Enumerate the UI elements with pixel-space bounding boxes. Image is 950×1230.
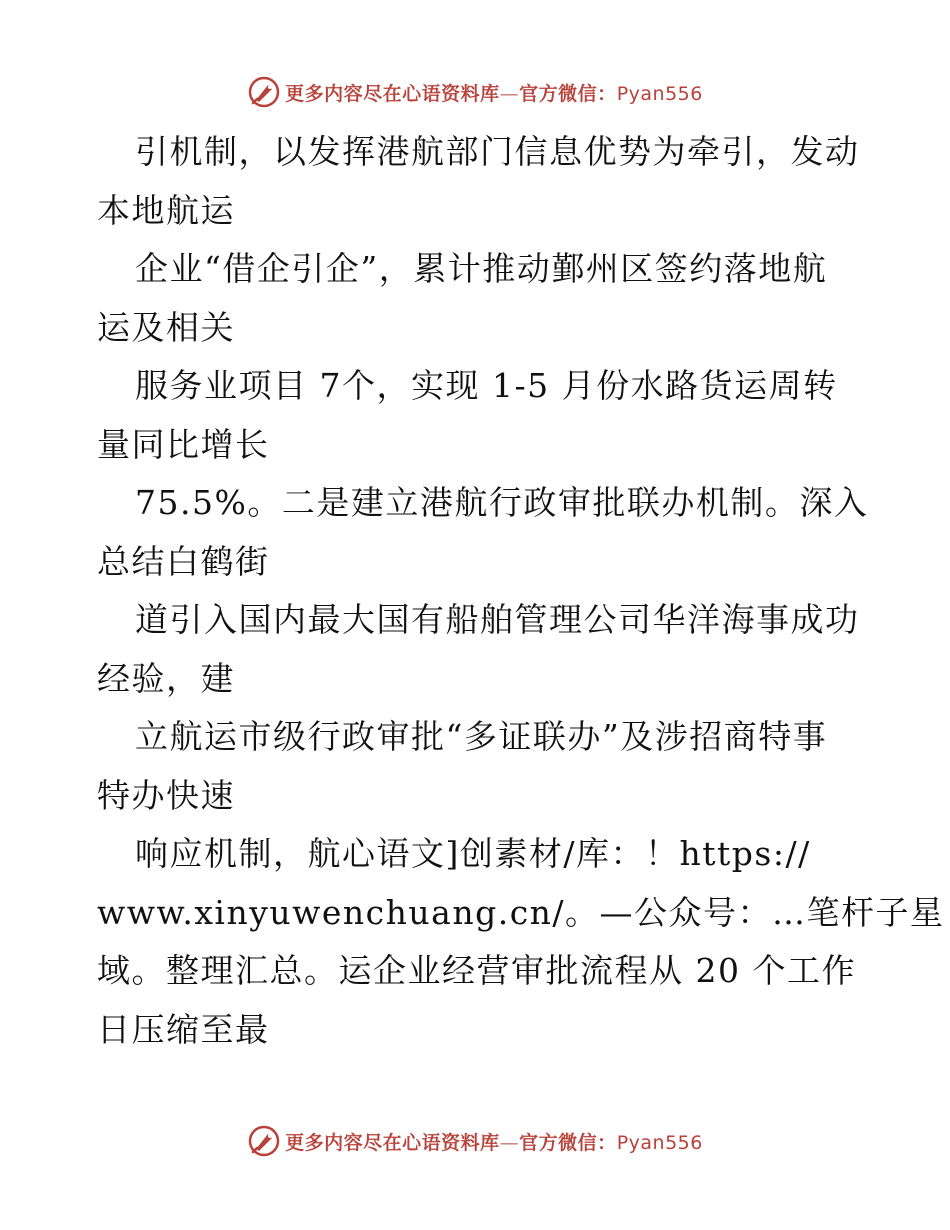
- body-line: 域。整理汇总。运企业经营审批流程从 20 个工作: [97, 951, 856, 990]
- body-line: 日压缩至最: [97, 1009, 270, 1049]
- body-line: 特办快速: [97, 775, 235, 815]
- body-line: www.xinyuwenchuang.cn/。—公众号：…笔杆子星: [97, 892, 945, 932]
- watermark-text: [285, 79, 703, 106]
- watermark-wechat-id: Pyan556: [616, 82, 703, 105]
- body-line: 75.5%。二是建立港航行政审批联办机制。深入: [135, 483, 869, 522]
- pen-nib-logo-icon: [247, 75, 281, 109]
- watermark-separator: —: [499, 1131, 520, 1154]
- body-line: 量同比增长: [97, 424, 270, 464]
- body-line: 运及相关: [97, 307, 235, 347]
- watermark-wechat-id: Pyan556: [616, 1131, 703, 1154]
- document-body: [97, 123, 945, 1059]
- pen-nib-logo-icon: [247, 1124, 281, 1158]
- footer-watermark: [0, 1121, 950, 1161]
- body-line: 道引入国内最大国有船舶管理公司华洋海事成功: [135, 600, 860, 639]
- watermark-text: [285, 1128, 703, 1155]
- body-line: 引机制，以发挥港航部门信息优势为牵引，发动: [135, 132, 860, 171]
- watermark-separator: —: [499, 82, 520, 105]
- watermark-brand: 更多内容尽在心语资料库: [285, 1131, 500, 1154]
- header-watermark: [0, 72, 950, 112]
- body-line: 本地航运: [97, 190, 235, 230]
- watermark-brand: 更多内容尽在心语资料库: [285, 82, 500, 105]
- watermark-wechat-label: 官方微信：: [519, 1131, 617, 1154]
- body-line: 服务业项目 7个，实现 1-5 月份水路货运周转: [135, 366, 838, 405]
- body-line: 立航运市级行政审批“多证联办”及涉招商特事: [135, 717, 828, 756]
- body-line: 经验，建: [97, 658, 235, 698]
- watermark-wechat-label: 官方微信：: [519, 82, 617, 105]
- body-line: 企业“借企引企”，累计推动鄞州区签约落地航: [135, 249, 828, 288]
- body-line: 总结白鹤街: [97, 541, 270, 581]
- body-line: 响应机制，航心语文]创素材/库：！https://: [135, 834, 811, 873]
